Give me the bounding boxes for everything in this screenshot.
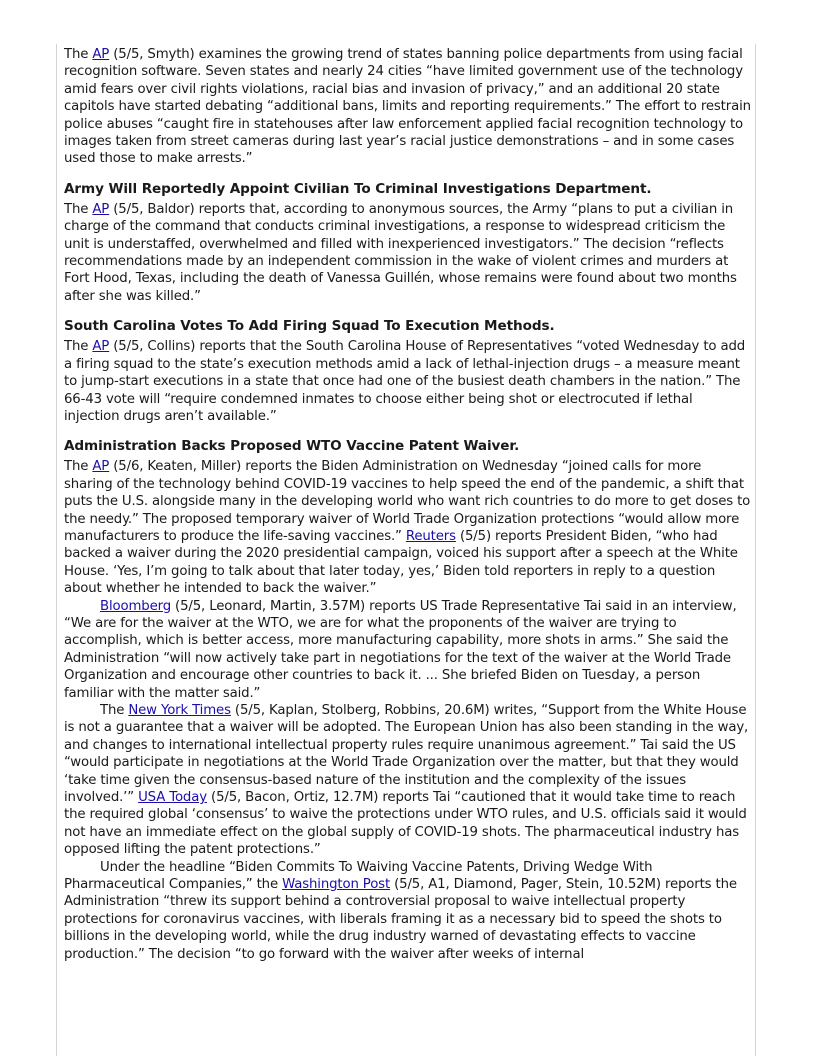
article [64, 437, 751, 963]
source-link[interactable]: Bloomberg [100, 598, 171, 614]
body-text: The [64, 339, 93, 355]
body-text: The [100, 703, 129, 718]
body-text: (5/5, Baldor) reports that, according to anonymous sources, the Army “plans to put a civilian in charge of the command that conducts criminal investigations, a response to widespread criticism the unit is understaffed, overwhelmed and filled with inexperienced investigators.” The decision “reflects recommendations made by an independent commission in the wake of violent crimes and murders at Fort Hood, Texas, including the death of Vanessa Guillén, whose remains were found about two months after she was killed.” [64, 201, 737, 304]
source-link[interactable]: USA Today [138, 790, 207, 806]
source-link[interactable]: AP [92, 47, 110, 62]
news-briefing [64, 46, 751, 963]
article-paragraph [64, 859, 751, 963]
source-link[interactable]: Reuters [405, 528, 456, 544]
source-link[interactable]: Washington Post [282, 877, 391, 893]
article [64, 180, 751, 305]
article-paragraph [64, 201, 751, 305]
article-headline: South Carolina Votes To Add Firing Squad To Execution Methods. [64, 318, 555, 335]
body-text: The [64, 201, 93, 217]
body-text: (5/5, Collins) reports that the South Carolina House of Representatives “voted Wednesday to add a firing squad to the state’s execution methods amid a lack of lethal-injection drugs – a measure meant to jump-start executions in a state that once had one of the busiest death chambers in the nation.” The 66-43 vote will “require condemned inmates to choose either being shot or electrocuted if lethal injection drugs aren’t available.” [64, 339, 746, 424]
article [64, 46, 751, 168]
source-link[interactable]: AP [92, 339, 110, 355]
body-text: The [64, 459, 93, 475]
article-headline: Administration Backs Proposed WTO Vaccine Patent Waiver. [64, 438, 520, 455]
body-text: (5/5) reports President Biden, “who had backed a waiver during the 2020 presidential campaign, voiced his support after a speech at the White House. ‘Yes, I’m going to talk about that later today, yes,’ Biden told reporters in reply to a question about whether he intended to back the waiver.” [64, 528, 738, 597]
article-paragraph [64, 702, 751, 859]
body-text: (5/5, Smyth) examines the growing trend of states banning police departments from using facial recognition software. Seven states and nearly 24 cities “have limited government use of the technology amid fears over civil rights violations, racial bias and invasion of privacy,” and an additional 20 state capitols have started debating “additional bans, limits and reporting requirements.” The effort to restrain police abuses “caught fire in statehouses after law enforcement applied facial recognition technology to images taken from street cameras during last year’s racial justice demonstrations – and in some cases used those to make arrests.” [64, 47, 751, 167]
body-text: (5/5, Bacon, Ortiz, 12.7M) reports Tai “cautioned that it would take time to reach the required global ‘consensus’ to waive the protections under WTO rules, and U.S. officials said it would not have an immediate effect on the global supply of COVID-19 shots. The pharmaceutical industry has opposed lifting the patent protections.” [64, 790, 747, 858]
body-text: The [64, 47, 93, 62]
article-headline: Army Will Reportedly Appoint Civilian To Criminal Investigations Department. [64, 180, 652, 197]
article [64, 317, 751, 425]
body-text: (5/5, Kaplan, Stolberg, Robbins, 20.6M) writes, “Support from the White House is not a guarantee that a waiver will be adopted. The European Union has also been standing in the way, and changes to international intellectual property rules require unanimous agreement.” Tai said the US “would participate in negotiations at the World Trade Organization over the matter, but that they would ‘take time given the consensus-based nature of the institution and the complexity of the issues involved.’” [64, 703, 749, 806]
source-link[interactable]: New York Times [128, 703, 231, 718]
document-page [56, 44, 756, 1056]
source-link[interactable]: AP [92, 459, 110, 475]
source-link[interactable]: AP [92, 201, 110, 217]
body-text: (5/5, A1, Diamond, Pager, Stein, 10.52M) reports the Administration “threw its support behind a controversial proposal to waive intellectual property protections for coronavirus vaccines, with liberals framing it as a necessary bid to speed the shots to billions in the developing world, while the drug industry warned of devastating effects to vaccine production.” The decision “to go forward with the waiver after weeks of internal [64, 877, 737, 962]
article-paragraph [64, 46, 751, 168]
body-text: Under the headline “Biden Commits To Waiving Vaccine Patents, Driving Wedge With Pharmaceutical Companies,” the [64, 859, 653, 893]
article-paragraph [64, 338, 751, 425]
article-paragraph [64, 458, 751, 597]
article-paragraph [64, 598, 751, 702]
body-text: (5/5, Leonard, Martin, 3.57M) reports US Trade Representative Tai said in an interview, “We are for the waiver at the WTO, we are for what the proponents of the waiver are trying to accomplish, which is better access, more manufacturing capability, more shots in arms.” She said the Administration “will now actively take part in negotiations for the text of the waiver at the World Trade Organization and encourage other countries to back it. ... She briefed Biden on Tuesday, a person familiar with the matter said.” [64, 598, 737, 701]
body-text: (5/6, Keaten, Miller) reports the Biden Administration on Wednesday “joined calls for more sharing of the technology behind COVID-19 vaccines to help speed the end of the pandemic, a shift that puts the U.S. alongside many in the developing world who want rich countries to do more to get doses to the needy.” The proposed temporary waiver of World Trade Organization protections “would allow more manufacturers to produce the life-saving vaccines.” [64, 459, 751, 544]
